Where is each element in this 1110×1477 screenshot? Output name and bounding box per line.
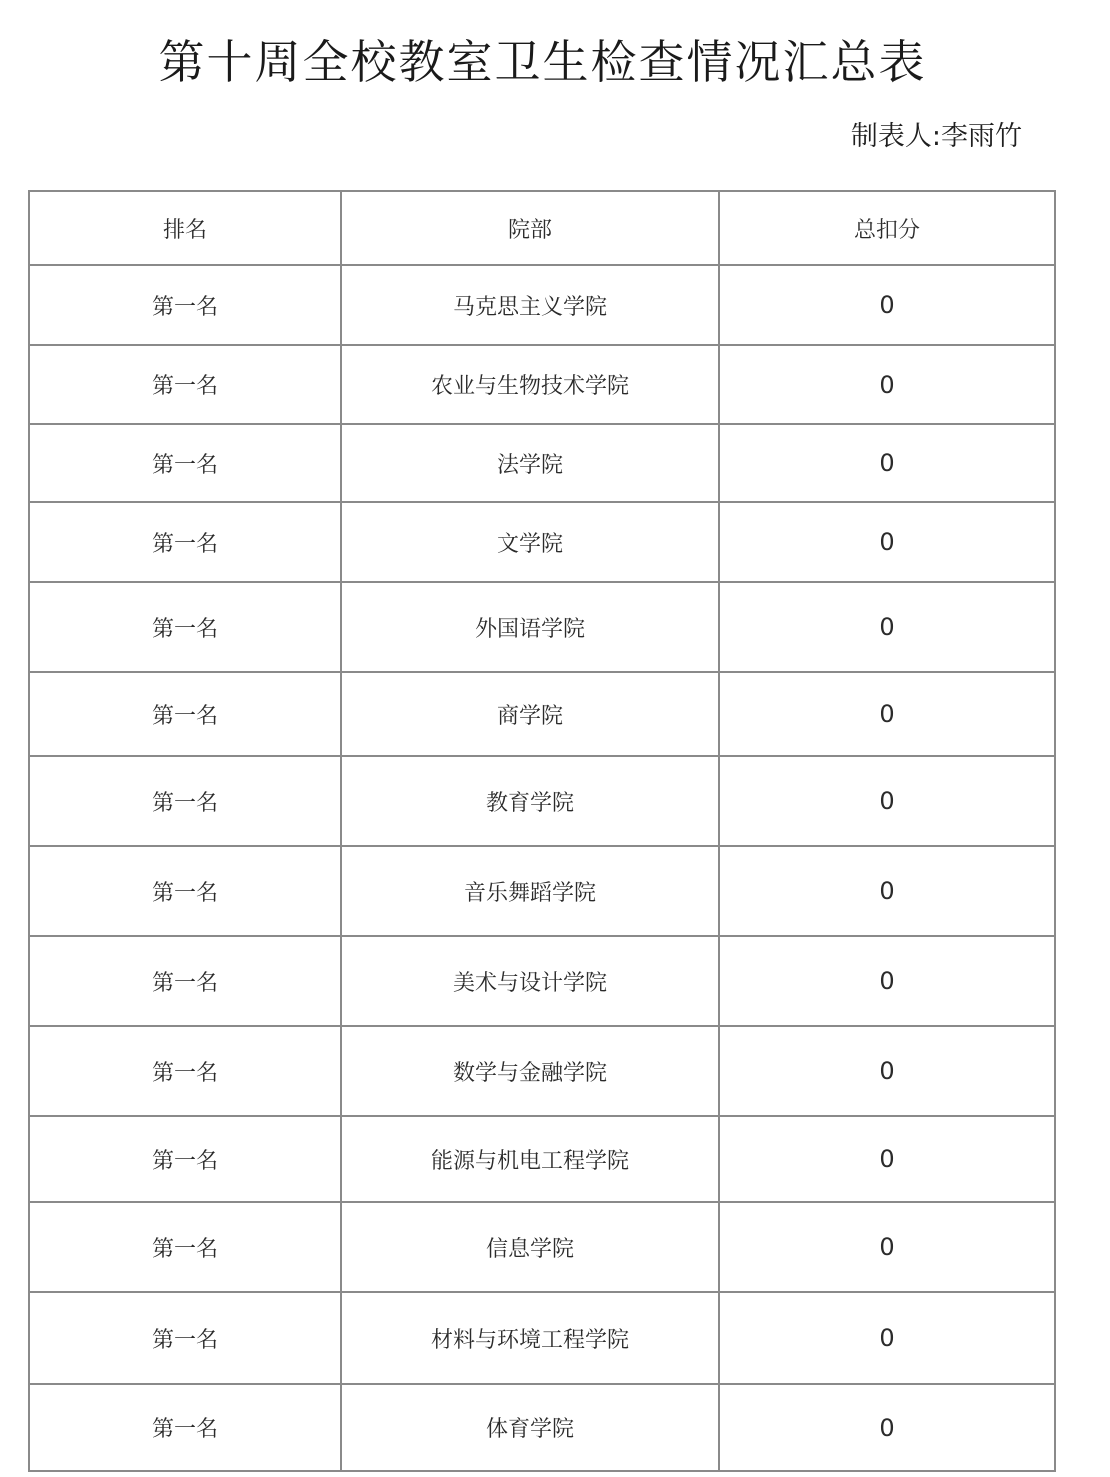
rank-cell: 第一名	[29, 345, 341, 424]
score-cell: 0	[719, 265, 1055, 345]
table-row	[29, 672, 1055, 756]
rank-cell: 第一名	[29, 1202, 341, 1292]
table-row	[29, 756, 1055, 846]
score-cell: 0	[719, 846, 1055, 936]
score-cell: 0	[719, 1384, 1055, 1471]
page-title: 第十周全校教室卫生检查情况汇总表	[158, 35, 927, 89]
table-row	[29, 846, 1055, 936]
department-cell: 信息学院	[341, 1202, 719, 1292]
rank-cell: 第一名	[29, 1292, 341, 1384]
rank-cell: 第一名	[29, 1384, 341, 1471]
department-cell: 马克思主义学院	[341, 265, 719, 345]
table-row	[29, 502, 1055, 582]
score-cell: 0	[719, 756, 1055, 846]
table-row	[29, 345, 1055, 424]
table-row	[29, 1384, 1055, 1471]
score-cell: 0	[719, 1026, 1055, 1116]
department-cell: 外国语学院	[341, 582, 719, 672]
rank-cell: 第一名	[29, 672, 341, 756]
header-row	[29, 191, 1055, 265]
rank-cell: 第一名	[29, 1026, 341, 1116]
rank-cell: 第一名	[29, 846, 341, 936]
table-row	[29, 582, 1055, 672]
score-cell: 0	[719, 1292, 1055, 1384]
table-row	[29, 265, 1055, 345]
rank-cell: 第一名	[29, 756, 341, 846]
rank-cell: 第一名	[29, 1116, 341, 1202]
table-maker: 制表人:李雨竹	[850, 121, 1022, 152]
table-row	[29, 1202, 1055, 1292]
department-cell: 美术与设计学院	[341, 936, 719, 1026]
department-cell: 文学院	[341, 502, 719, 582]
score-cell: 0	[719, 582, 1055, 672]
table-row	[29, 1292, 1055, 1384]
header-department: 院部	[341, 191, 719, 265]
department-cell: 材料与环境工程学院	[341, 1292, 719, 1384]
score-cell: 0	[719, 502, 1055, 582]
department-cell: 法学院	[341, 424, 719, 502]
summary-table	[28, 190, 1056, 1472]
rank-cell: 第一名	[29, 424, 341, 502]
rank-cell: 第一名	[29, 582, 341, 672]
header-total-deduction: 总扣分	[719, 191, 1055, 265]
table-row	[29, 424, 1055, 502]
score-cell: 0	[719, 345, 1055, 424]
table-row	[29, 1026, 1055, 1116]
header-rank: 排名	[29, 191, 341, 265]
score-cell: 0	[719, 1202, 1055, 1292]
department-cell: 能源与机电工程学院	[341, 1116, 719, 1202]
score-cell: 0	[719, 672, 1055, 756]
rank-cell: 第一名	[29, 502, 341, 582]
score-cell: 0	[719, 424, 1055, 502]
score-cell: 0	[719, 1116, 1055, 1202]
department-cell: 音乐舞蹈学院	[341, 846, 719, 936]
table-row	[29, 1116, 1055, 1202]
department-cell: 商学院	[341, 672, 719, 756]
department-cell: 数学与金融学院	[341, 1026, 719, 1116]
rank-cell: 第一名	[29, 936, 341, 1026]
rank-cell: 第一名	[29, 265, 341, 345]
score-cell: 0	[719, 936, 1055, 1026]
table-row	[29, 936, 1055, 1026]
department-cell: 教育学院	[341, 756, 719, 846]
department-cell: 农业与生物技术学院	[341, 345, 719, 424]
department-cell: 体育学院	[341, 1384, 719, 1471]
